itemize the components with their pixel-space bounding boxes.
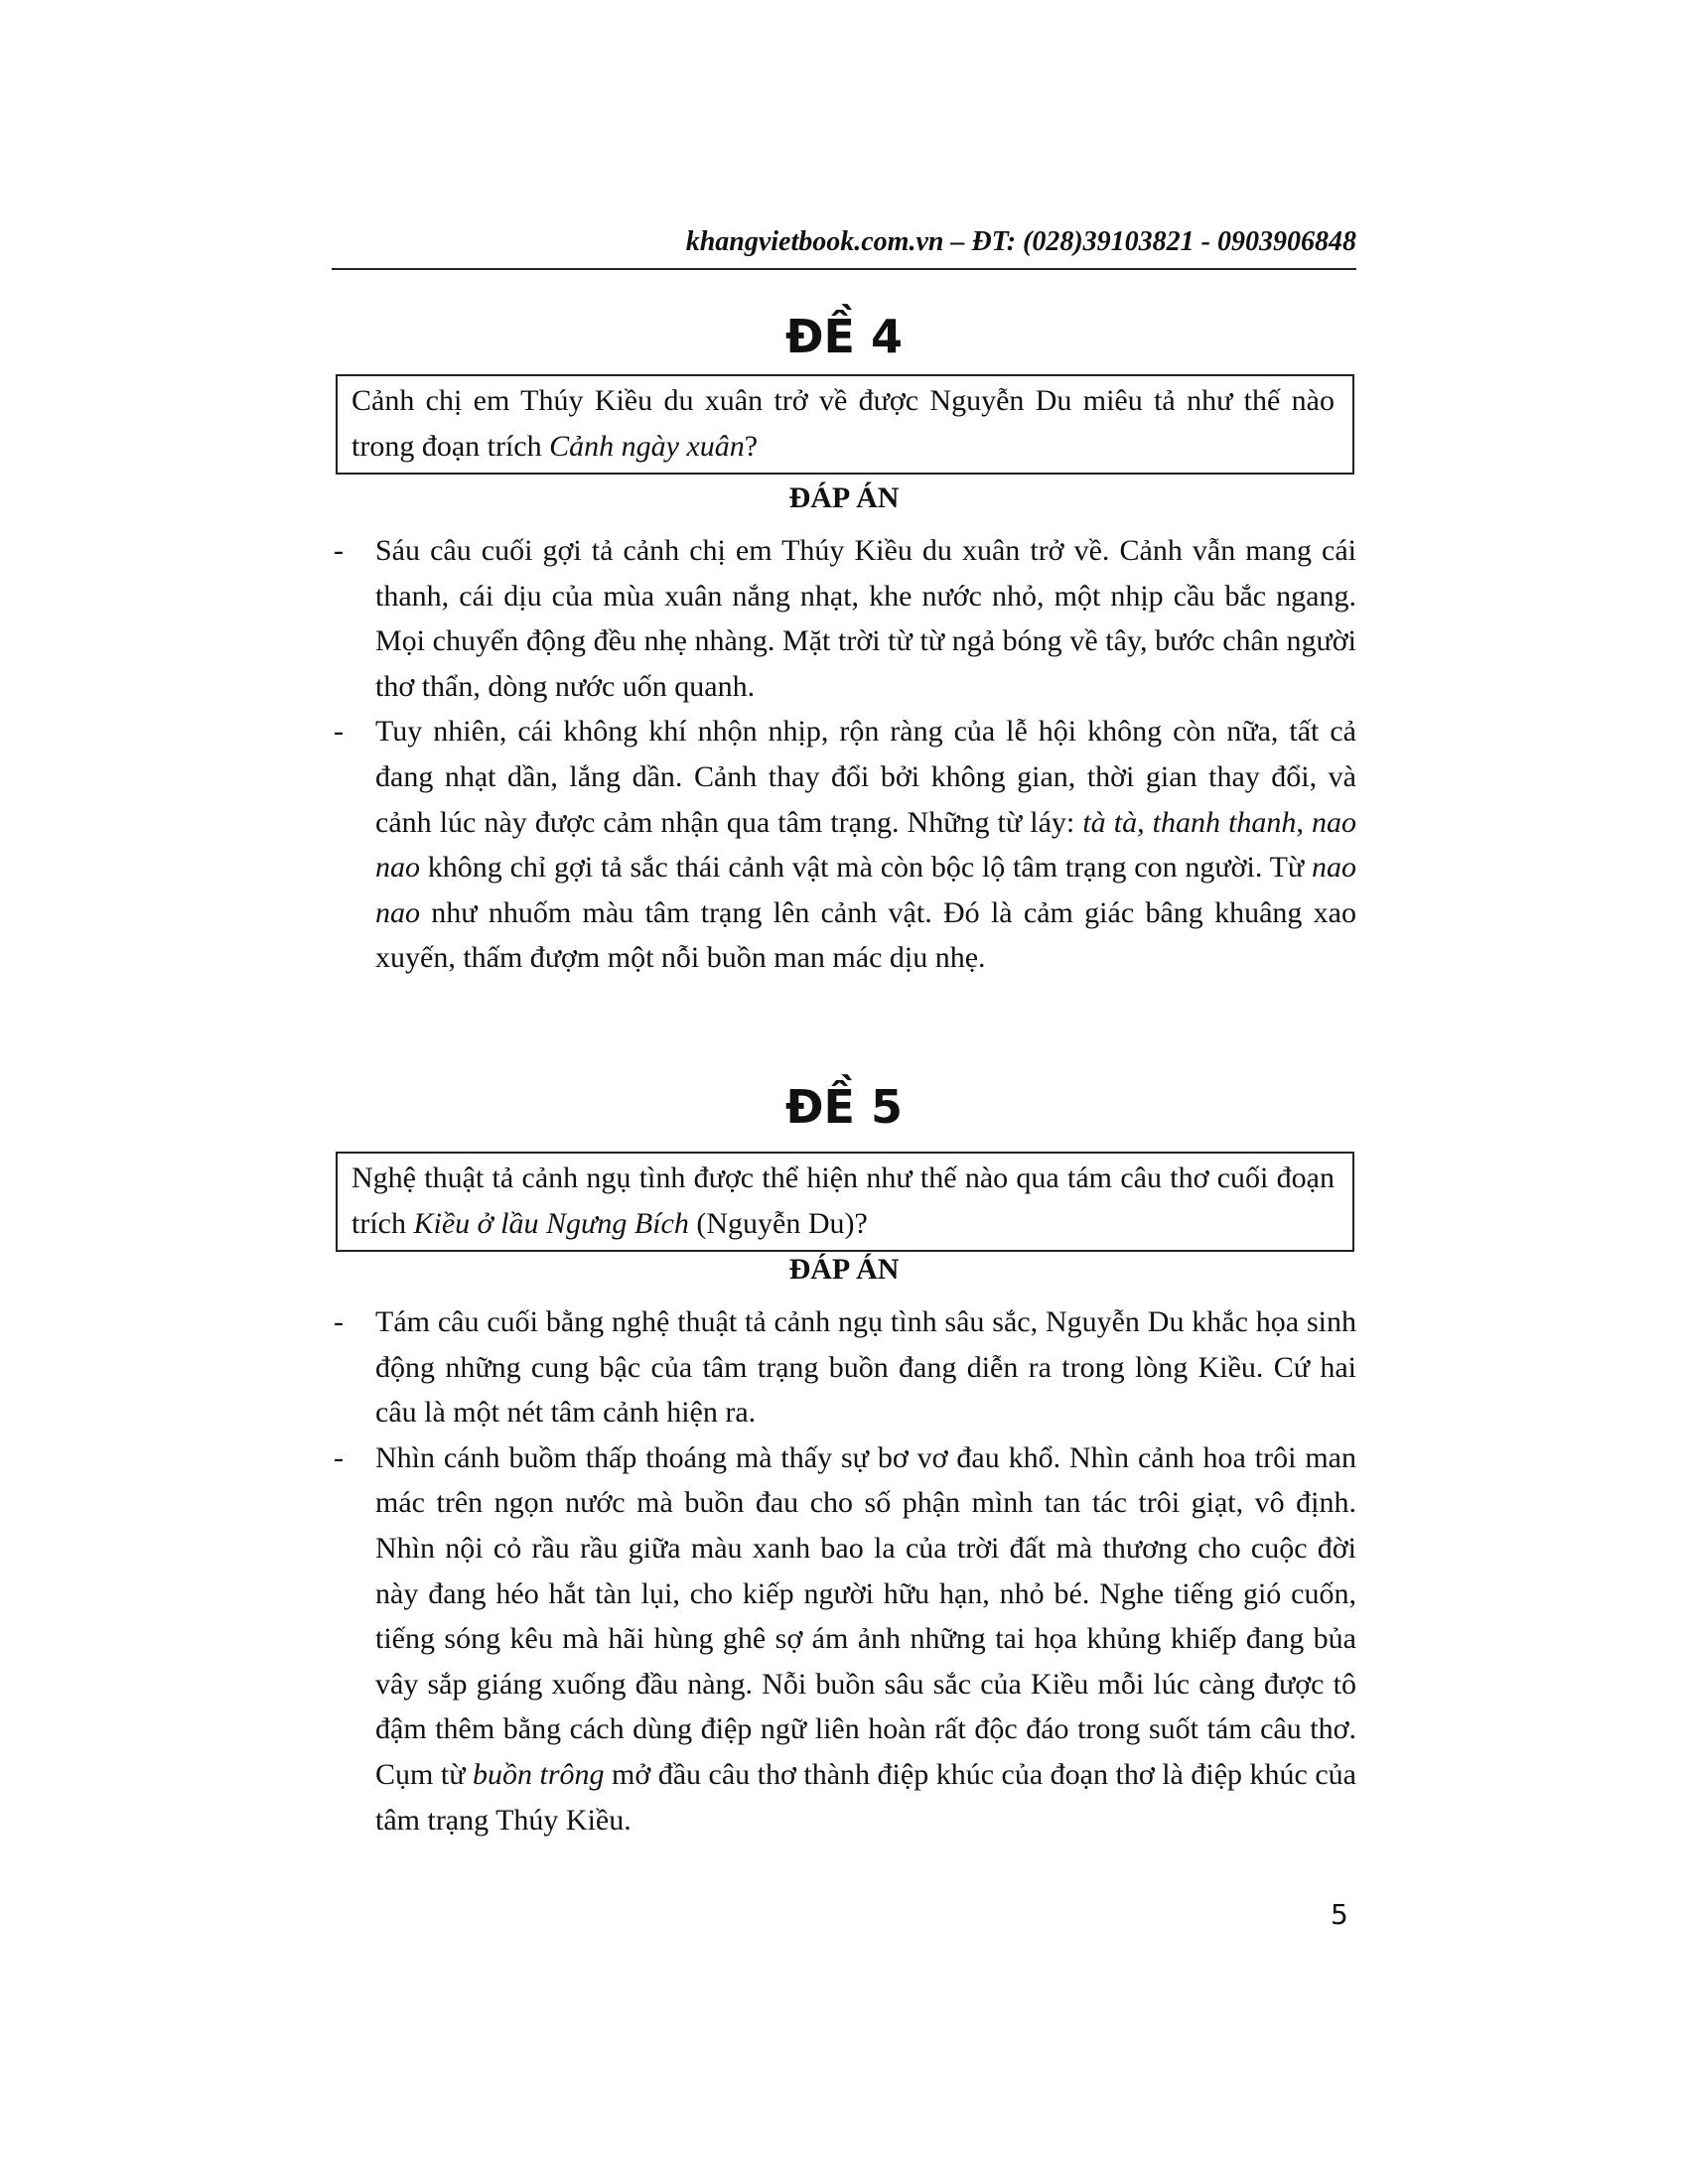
answer-bullet (332, 709, 1356, 981)
italic-text: buồn trông (472, 1757, 605, 1791)
text-segment: không chỉ gợi tả sắc thái cảnh vật mà còn bộc lộ tâm trạng con người. Từ (420, 851, 1312, 885)
answer-heading-de-4: ĐÁP ÁN (788, 481, 900, 514)
question-box-de-5 (336, 1152, 1354, 1252)
text-segment: như nhuốm màu tâm trạng lên cảnh vật. Đó là cảm giác bâng khuâng xao xuyến, thấm đượm một nỗi buồn man mác dịu nhẹ. (375, 895, 1356, 975)
text-segment: Sáu câu cuối gợi tả cảnh chị em Thúy Kiều du xuân trở về. Cảnh vẫn mang cái thanh, cái dịu của mùa xuân nắng nhạt, khe nước nhỏ, một nhịp cầu bắc ngang. Mọi chuyển động đều nhẹ nhàng. Mặt trời từ từ ngả bóng về tây, bước chân người thơ thẩn, dòng nước uốn quanh. (375, 534, 1356, 703)
text-segment: Tuy nhiên, cái không khí nhộn nhịp, rộn ràng của lễ hội không còn nữa, tất cả đang nhạt dần, lắng dần. Cảnh thay đổi bởi không gian, thời gian thay đổi, và cảnh lúc này được cảm nhận qua tâm trạng. Những từ láy: (375, 715, 1356, 839)
text-segment: Nghệ thuật tả cảnh ngụ tình được thể hiện như thế nào qua tám câu thơ cuối đoạn trích (352, 1161, 1335, 1240)
answer-bullet (332, 528, 1356, 709)
answer-bullet (332, 1435, 1356, 1843)
question-box-de-4 (336, 374, 1354, 475)
italic-text: nao nao (375, 851, 1356, 929)
answer-list-de-5 (332, 1299, 1356, 1843)
header-divider (332, 268, 1356, 270)
answer-heading-de-5: ĐÁP ÁN (788, 1253, 900, 1286)
bullet-dash: - (334, 1440, 344, 1474)
italic-text: Kiều ở lầu Ngưng Bích (413, 1206, 689, 1240)
italic-text: tà tà, thanh thanh, nao nao (375, 805, 1356, 885)
text-segment: Tám câu cuối bằng nghệ thuật tả cảnh ngụ tình sâu sắc, Nguyễn Du khắc họa sinh động những cung bậc của tâm trạng buồn đang diễn ra trong lòng Kiều. Cứ hai câu là một nét tâm cảnh hiện ra. (375, 1305, 1356, 1430)
text-segment: Cảnh chị em Thúy Kiều du xuân trở về được Nguyễn Du miêu tả như thế nào trong đoạn trích (352, 384, 1335, 463)
answer-bullet (332, 1299, 1356, 1435)
text-segment: ? (744, 429, 759, 463)
italic-text: Cảnh ngày xuân (549, 429, 745, 463)
text-segment: mở đầu câu thơ thành điệp khúc của đoạn thơ là điệp khúc của tâm trạng Thúy Kiều. (375, 1757, 1356, 1837)
section-title-de-4: ĐỀ 4 (785, 310, 903, 363)
bullet-dash: - (334, 534, 344, 567)
page-header: khangvietbook.com.vn – ĐT: (028)39103821 - 0903906848 (685, 226, 1356, 257)
text-segment: Nhìn cánh buồm thấp thoáng mà thấy sự bơ vơ đau khổ. Nhìn cảnh hoa trôi man mác trên ngọn nước mà buồn đau cho số phận mình tan tác trôi giạt, vô định. Nhìn nội cỏ rầu rầu giữa màu xanh bao la của trời đất mà thương cho cuộc đời này đang héo hắt tàn lụi, cho kiếp người hữu hạn, nhỏ bé. Nghe tiếng gió cuốn, tiếng sóng kêu mà hãi hùng ghê sợ ám ảnh những tai họa khủng khiếp đang bủa vây sắp giáng xuống đầu nàng. Nỗi buồn sâu sắc của Kiều mỗi lúc càng được tô đậm thêm bằng cách dùng điệp ngữ liên hoàn rất độc đáo trong suốt tám câu thơ. Cụm từ (375, 1440, 1356, 1791)
page-number: 5 (1331, 1898, 1348, 1931)
text-segment: (Nguyễn Du)? (688, 1206, 868, 1240)
bullet-dash: - (334, 715, 344, 749)
section-title-de-5: ĐỀ 5 (785, 1080, 903, 1134)
answer-list-de-4 (332, 528, 1356, 981)
bullet-dash: - (334, 1305, 344, 1338)
